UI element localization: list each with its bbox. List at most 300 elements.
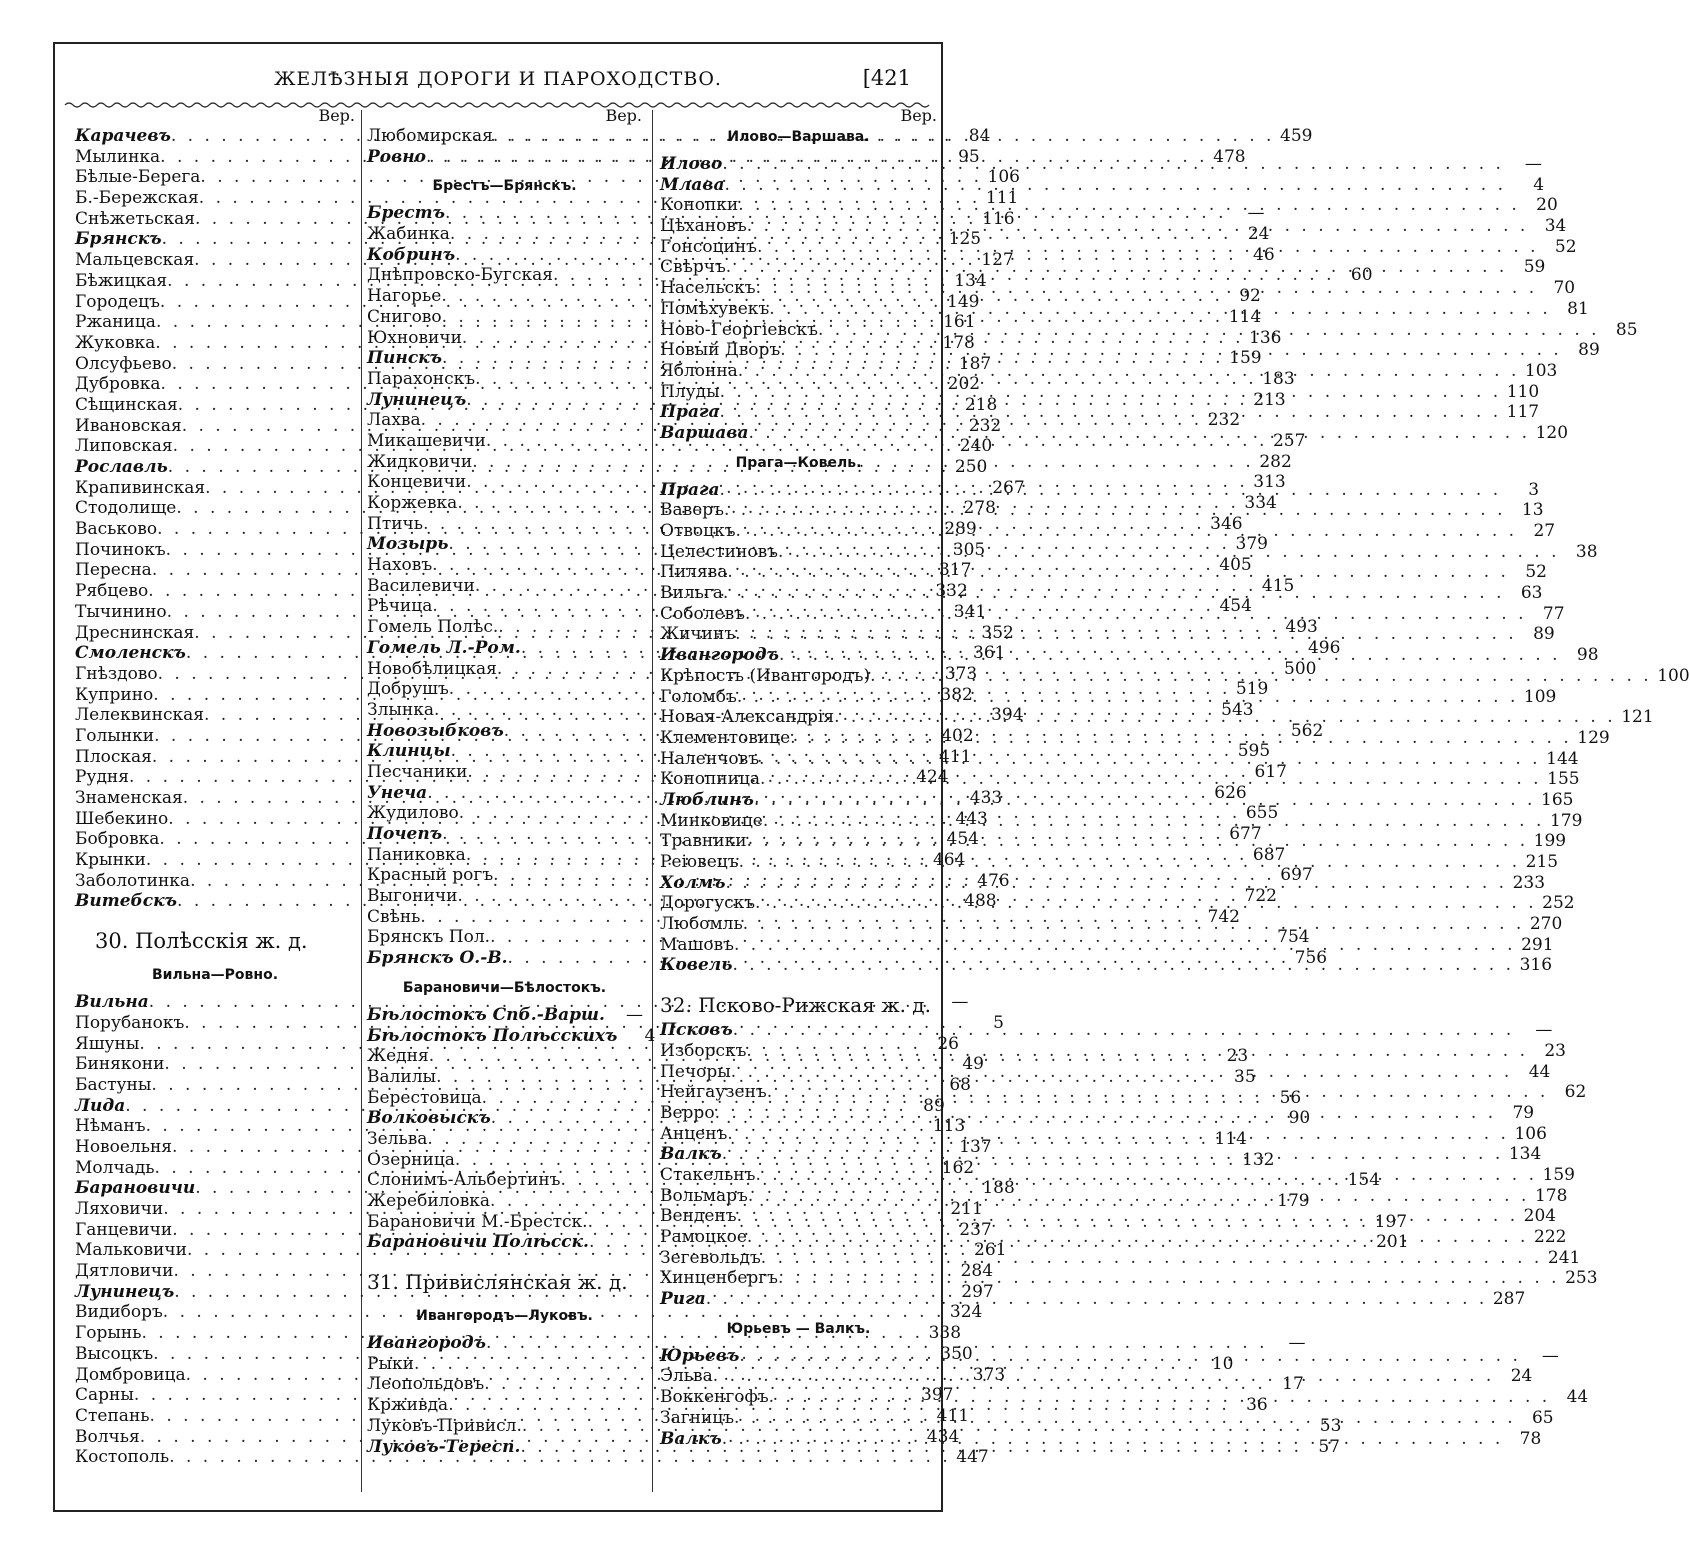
station-distance: 677: [1229, 824, 1262, 844]
dot-leader: [748, 1186, 1530, 1207]
station-name: Смоленскъ: [75, 643, 186, 664]
station-row: [367, 1025, 656, 1047]
station-distance: 278: [963, 498, 996, 519]
station-name: Кобринъ: [367, 244, 456, 265]
dot-leader: [737, 684, 1519, 708]
station-distance: 722: [1244, 886, 1277, 907]
station-name: Бѣлостокъ Полѣсскихъ: [367, 1025, 618, 1046]
dot-leader: [779, 645, 1561, 666]
station-distance: 334: [1244, 493, 1277, 513]
station-name: Брестъ: [367, 203, 445, 224]
station-distance: 454: [946, 829, 979, 850]
station-distance: 202: [947, 374, 981, 395]
station-name: Реіовецъ: [660, 852, 739, 872]
station-name: Днѣпровско-Бугская: [367, 265, 553, 286]
station-name: Бастуны: [75, 1074, 152, 1095]
station-name: Порубанокъ: [75, 1012, 185, 1033]
station-name: Ляховичи: [75, 1199, 164, 1219]
station-name: Брянскъ: [75, 229, 162, 250]
station-name: Васьково: [75, 519, 158, 540]
dot-leader: [726, 870, 1508, 894]
station-name: Жичинъ: [660, 624, 736, 645]
station-distance: 56: [1279, 1087, 1302, 1108]
station-distance: 100: [1657, 665, 1690, 686]
station-distance: 543: [1221, 699, 1254, 720]
dot-leader: [746, 1041, 1528, 1062]
station-distance: 434: [926, 1426, 960, 1447]
station-name: Барановичи Полѣсск.: [367, 1232, 589, 1253]
station-distance: 211: [950, 1199, 983, 1219]
station-name: Дятловичи: [75, 1261, 174, 1282]
station-name: Берестовица: [367, 1087, 482, 1108]
station-distance: 459: [1280, 126, 1313, 146]
station-name: Рига: [660, 1289, 706, 1310]
station-distance: 394: [991, 705, 1024, 726]
station-name: Рѣчица: [367, 596, 433, 617]
station-name: Яблонна: [660, 360, 738, 381]
station-name: Починокъ: [75, 539, 166, 560]
station-name: Машовъ: [660, 934, 734, 955]
station-name: Гомель Л.-Ром.: [367, 637, 521, 658]
station-name: Люблинъ: [660, 789, 754, 810]
station-distance: 253: [1565, 1268, 1598, 1289]
section-title-ivangorod-lukov: Ивангородъ—Луковъ.: [416, 1308, 593, 1325]
station-row: [367, 1005, 642, 1026]
station-name: Жабинка: [367, 224, 450, 245]
station-name: Новобѣлицкая: [367, 658, 497, 679]
station-name: Дубровка: [75, 374, 161, 395]
station-name: Гнѣздово: [75, 663, 158, 684]
station-name: Ваверъ: [660, 500, 724, 521]
station-distance: 125: [948, 229, 982, 250]
versts-label: Вер.: [318, 106, 355, 125]
station-name: Наховъ: [367, 555, 433, 576]
station-name: Крынки: [75, 850, 146, 871]
station-name: Волковыскъ: [367, 1108, 491, 1129]
station-name: Дорогускъ: [660, 893, 756, 914]
station-distance: 23: [1226, 1046, 1249, 1067]
dot-leader: [763, 808, 1545, 832]
station-distance: 57: [1318, 1436, 1340, 1457]
station-distance: 756: [1294, 948, 1328, 969]
dot-leader: [724, 175, 1506, 196]
dot-leader: [727, 562, 1509, 583]
station-name: Прага: [660, 402, 720, 423]
station-name: Лахва: [367, 410, 421, 431]
station-distance: —: [1247, 203, 1265, 224]
station-name: Злынка: [367, 699, 435, 720]
station-distance: 34: [1544, 216, 1567, 237]
station-distance: 261: [974, 1240, 1007, 1261]
station-name: Нѣманъ: [75, 1116, 146, 1137]
station-name: Минковице: [660, 810, 763, 831]
station-name: Ивангородъ: [367, 1333, 486, 1354]
station-row: [75, 1447, 989, 1468]
station-distance: —: [1535, 1020, 1553, 1041]
dot-leader: [727, 1124, 1509, 1145]
station-name: Брянскъ О.-В.: [367, 948, 508, 969]
station-distance: 79: [1512, 1102, 1535, 1123]
station-distance: 46: [1253, 244, 1275, 265]
station-distance: 289: [944, 519, 977, 540]
station-name: Жеребиловка: [367, 1191, 491, 1211]
station-name: Заболотинка: [75, 870, 191, 891]
station-distance: 144: [1546, 748, 1579, 769]
station-distance: 201: [1376, 1232, 1409, 1253]
station-name: Ивановская: [75, 415, 182, 436]
station-distance: 89: [1533, 624, 1555, 645]
versts-label: Вер.: [605, 106, 642, 125]
station-distance: 447: [956, 1447, 989, 1468]
station-distance: 129: [1577, 727, 1610, 748]
station-name: Высоцкъ: [75, 1343, 154, 1364]
station-distance: 237: [959, 1219, 992, 1240]
dot-leader: [761, 1248, 1543, 1269]
station-name: Валкъ: [660, 1428, 722, 1449]
station-name: Карачевъ: [75, 126, 171, 146]
station-name: Пересна: [75, 560, 152, 581]
station-distance: 617: [1254, 761, 1287, 782]
station-name: Жедня: [367, 1046, 429, 1067]
station-name: Цѣхановъ: [660, 216, 747, 237]
station-distance: 382: [940, 684, 973, 705]
station-distance: 4: [644, 1025, 656, 1046]
station-distance: 98: [1576, 645, 1599, 666]
station-name: Шебекино: [75, 808, 169, 829]
station-name: Крживда: [367, 1395, 449, 1416]
station-distance: 24: [1510, 1366, 1533, 1387]
station-name: Жудилово: [367, 803, 459, 824]
station-distance: 63: [1520, 583, 1543, 604]
station-distance: 397: [921, 1385, 954, 1406]
dot-leader: [759, 746, 1541, 770]
section-title-ilovo-varshava: Илово—Варшава.: [727, 129, 870, 145]
station-distance: 36: [1246, 1395, 1268, 1416]
station-name: Холмъ: [660, 872, 726, 893]
station-distance: 132: [1242, 1149, 1275, 1170]
station-name: Б.-Бережская: [75, 188, 199, 209]
station-name: Городецъ: [75, 291, 160, 312]
station-name: Горынь: [75, 1323, 142, 1344]
station-distance: 562: [1290, 720, 1324, 741]
station-name: Озерница: [367, 1149, 455, 1170]
station-name: Соболевъ: [660, 603, 745, 624]
railway-title-32: 32. Псково-Рижская ж. д.: [660, 993, 931, 1018]
dot-leader: [723, 583, 1505, 604]
station-name: Помѣхувекъ: [660, 298, 770, 319]
dot-leader: [760, 769, 1542, 790]
dot-leader: [739, 852, 1521, 873]
station-distance: 215: [1525, 852, 1559, 872]
station-distance: 114: [1228, 306, 1262, 327]
station-name: Голомбъ: [660, 686, 737, 707]
station-name: Голынки: [75, 725, 155, 746]
station-distance: 183: [1262, 368, 1295, 389]
station-name: Мальцевская: [75, 250, 195, 271]
dot-leader: [870, 663, 1652, 687]
station-distance: 687: [1252, 844, 1286, 865]
station-name: Новая-Александрія: [660, 707, 835, 728]
station-distance: 127: [981, 250, 1014, 271]
station-name: Витебскъ: [75, 891, 178, 912]
station-distance: 95: [958, 146, 980, 167]
station-distance: 161: [943, 312, 976, 333]
station-distance: —: [625, 1004, 643, 1025]
dot-leader: [732, 955, 1514, 976]
station-distance: —: [1524, 154, 1542, 174]
station-name: Пилява: [660, 562, 728, 583]
dot-leader: [713, 1366, 1495, 1387]
station-distance: 204: [1523, 1206, 1557, 1227]
station-name: Крапивинская: [75, 477, 206, 498]
station-distance: 476: [977, 870, 1010, 891]
station-name: Любомирская: [367, 126, 493, 146]
dot-leader: [724, 500, 1506, 521]
station-distance: 84: [968, 126, 991, 146]
station-name: Изборскъ: [660, 1040, 747, 1061]
station-name: Юрьевъ: [660, 1345, 740, 1366]
dot-leader: [706, 1289, 1488, 1310]
station-distance: 178: [1534, 1185, 1568, 1206]
station-distance: 240: [959, 436, 993, 457]
station-name: Леопольдовъ: [367, 1374, 485, 1395]
station-distance: 188: [982, 1178, 1015, 1199]
station-name: Пинскъ: [367, 348, 443, 369]
station-distance: 27: [1533, 521, 1556, 541]
dot-leader: [737, 1206, 1519, 1227]
station-distance: 626: [1214, 782, 1247, 803]
station-name: Плоская: [75, 746, 152, 767]
station-distance: 13: [1521, 500, 1544, 521]
station-name: Мозырь: [367, 534, 449, 555]
station-distance: 179: [1277, 1191, 1310, 1211]
dot-leader: [767, 1082, 1549, 1103]
station-name: Эльва: [660, 1366, 713, 1387]
station-distance: 250: [954, 457, 988, 477]
station-name: Илово: [660, 154, 723, 174]
station-distance: 113: [932, 1116, 966, 1137]
station-distance: 20: [1536, 195, 1558, 216]
station-distance: 162: [941, 1157, 975, 1178]
station-name: Анценъ: [660, 1123, 728, 1144]
station-name: Печоры: [660, 1061, 731, 1082]
station-name: Валкъ: [660, 1144, 722, 1165]
station-distance: 405: [1219, 555, 1252, 576]
section-title-yuryev-valk: Юрьевъ — Валкъ.: [726, 1320, 871, 1337]
station-name: Новый Дворъ: [660, 340, 781, 361]
station-distance: 77: [1542, 603, 1565, 624]
station-distance: 78: [1519, 1428, 1542, 1449]
dot-leader: [747, 216, 1529, 237]
station-name: Лунинецъ: [367, 389, 467, 410]
station-distance: 341: [953, 601, 987, 622]
station-distance: 424: [916, 767, 949, 788]
station-name: Рыки: [367, 1353, 414, 1374]
station-distance: 496: [1307, 637, 1341, 658]
station-name: Гонсоцинъ: [660, 236, 757, 257]
station-name: Парахонскъ: [367, 368, 476, 389]
station-distance: 433: [969, 788, 1003, 808]
station-distance: 222: [1534, 1227, 1567, 1247]
dot-leader: [735, 624, 1517, 645]
dot-leader: [738, 361, 1520, 382]
station-distance: 106: [1514, 1123, 1547, 1144]
station-distance: 137: [959, 1136, 992, 1157]
station-distance: 454: [1219, 596, 1252, 617]
railway-title-31: 31. Привислянская ж. д.: [367, 1270, 628, 1295]
station-name: Барановичи: [75, 1178, 196, 1199]
station-distance: 5: [993, 1012, 1004, 1033]
station-distance: 361: [973, 643, 1006, 664]
station-distance: 154: [1347, 1170, 1381, 1191]
station-distance: 70: [1553, 278, 1576, 299]
station-distance: 754: [1277, 927, 1310, 948]
station-distance: 379: [1235, 534, 1268, 555]
station-name: Лелеквинская: [75, 705, 204, 726]
page-title: ЖЕЛѢЗНЫЯ ДОРОГИ И ПАРОХОДСТВО.: [274, 68, 722, 90]
station-distance: 155: [1547, 769, 1580, 790]
station-distance: 493: [1285, 617, 1318, 638]
station-name: Жуковка: [75, 332, 156, 353]
station-distance: 519: [1235, 679, 1269, 700]
station-name: Стакельнъ: [660, 1164, 756, 1185]
section-title-praga-kovel: Прага—Ковель.: [735, 454, 862, 471]
station-name: Рамоцкое: [660, 1227, 747, 1247]
station-distance: 117: [1506, 402, 1540, 423]
station-distance: 373: [972, 1364, 1006, 1385]
section-title-brest-bryansk: Брестъ—Брянскъ.: [432, 178, 577, 195]
station-name: Целестиновъ: [660, 541, 778, 562]
station-name: Хинценбергъ: [660, 1268, 778, 1289]
station-name: Новозыбковъ: [367, 720, 504, 741]
station-distance: 23: [1544, 1040, 1566, 1061]
station-distance: 89: [923, 1095, 945, 1116]
station-name: Молчадь: [75, 1157, 155, 1178]
station-distance: 233: [1512, 872, 1546, 893]
station-name: Юхновичи: [367, 327, 462, 348]
station-distance: 159: [1229, 348, 1262, 369]
station-name: Свѣнь: [367, 906, 421, 927]
station-distance: 38: [1575, 541, 1598, 562]
station-name: Воккенгофъ: [660, 1387, 769, 1408]
station-distance: 134: [1508, 1144, 1542, 1165]
station-distance: 52: [1554, 236, 1577, 257]
section-title-baranovichi-belostok: Барановичи—Бѣлостокъ.: [402, 979, 607, 996]
station-distance: 595: [1237, 741, 1271, 762]
station-distance: 324: [949, 1302, 983, 1323]
station-distance: 305: [952, 539, 986, 560]
station-distance: 65: [1531, 1407, 1554, 1428]
station-distance: 232: [1207, 410, 1241, 431]
station-name: Жидковичи: [367, 451, 473, 472]
dot-leader: [769, 1387, 1551, 1408]
station-name: Коржевка: [367, 493, 458, 513]
station-name: Рудня: [75, 767, 129, 788]
station-name: Нагорье: [367, 286, 442, 307]
station-name: Валилы: [367, 1066, 437, 1087]
dot-leader: [720, 382, 1502, 403]
station-name: Добрушъ: [367, 679, 449, 700]
station-distance: 121: [1621, 707, 1654, 728]
station-distance: 134: [954, 270, 987, 291]
station-distance: 114: [1214, 1128, 1247, 1149]
station-distance: 332: [935, 581, 968, 602]
dot-leader: [818, 320, 1600, 341]
dot-leader: [755, 1165, 1537, 1186]
dot-leader: [739, 1343, 1521, 1367]
station-name: Концевичи: [367, 472, 467, 493]
station-distance: 109: [1523, 686, 1557, 707]
station-name: Тычинино: [75, 601, 167, 622]
station-distance: 411: [938, 746, 972, 767]
station-name: Костополь: [75, 1447, 170, 1468]
dot-leader: [754, 790, 1536, 811]
station-name: Брянскъ Пол.: [367, 927, 491, 948]
station-distance: 373: [944, 663, 978, 684]
dot-leader: [790, 725, 1572, 749]
station-name: Домбровица: [75, 1364, 186, 1385]
station-distance: 284: [960, 1261, 994, 1282]
station-name: Куприно: [75, 684, 154, 705]
dot-leader: [748, 423, 1530, 444]
station-distance: 44: [1528, 1061, 1551, 1082]
station-name: Бинякони: [75, 1054, 165, 1075]
station-distance: 282: [1259, 451, 1292, 472]
dot-leader: [747, 831, 1529, 852]
station-name: Снигово: [367, 306, 442, 327]
station-name: Степань: [75, 1405, 150, 1426]
station-distance: 10: [1211, 1353, 1234, 1374]
station-name: Свѣрчъ: [660, 257, 726, 278]
dot-leader: [747, 1227, 1529, 1248]
station-name: Мальковичи: [75, 1240, 187, 1261]
station-name: Насельскъ: [660, 278, 756, 299]
station-distance: 478: [1213, 146, 1246, 167]
station-distance: 85: [1615, 319, 1638, 340]
station-name: Клементовице: [660, 727, 791, 748]
station-name: Вильна: [75, 992, 149, 1013]
station-name: Волчья: [75, 1426, 140, 1447]
dot-leader: [745, 601, 1527, 625]
station-distance: 53: [1319, 1415, 1342, 1436]
station-distance: 89: [1578, 340, 1600, 361]
station-name: Выгоничи: [367, 886, 458, 907]
station-name: Варшава: [660, 422, 749, 443]
station-distance: 120: [1535, 422, 1569, 443]
station-name: Паниковка: [367, 844, 466, 865]
station-name: Вольмаръ: [660, 1185, 748, 1206]
station-name: Сарны: [75, 1385, 134, 1406]
station-distance: 291: [1521, 934, 1554, 955]
station-distance: 267: [992, 477, 1025, 498]
station-distance: 313: [1253, 472, 1286, 493]
station-name: Верро: [660, 1102, 715, 1123]
station-name: Яшуны: [75, 1033, 140, 1054]
dot-leader: [756, 278, 1538, 299]
station-name: Нейгаузенъ: [660, 1082, 767, 1103]
station-distance: 316: [1519, 955, 1553, 976]
dot-leader: [743, 914, 1525, 935]
station-distance: 488: [964, 891, 997, 912]
station-distance: 116: [982, 208, 1015, 229]
station-name: Новоельня: [75, 1136, 173, 1157]
station-distance: 110: [1506, 381, 1540, 402]
station-name: Крѣпость (Ивангородъ): [660, 665, 871, 686]
dot-leader: [722, 1144, 1504, 1165]
station-distance: 232: [968, 415, 1002, 436]
station-name: Птичь: [367, 513, 424, 534]
station-name: Бѣлостокъ Спб.-Варш.: [367, 1004, 605, 1025]
